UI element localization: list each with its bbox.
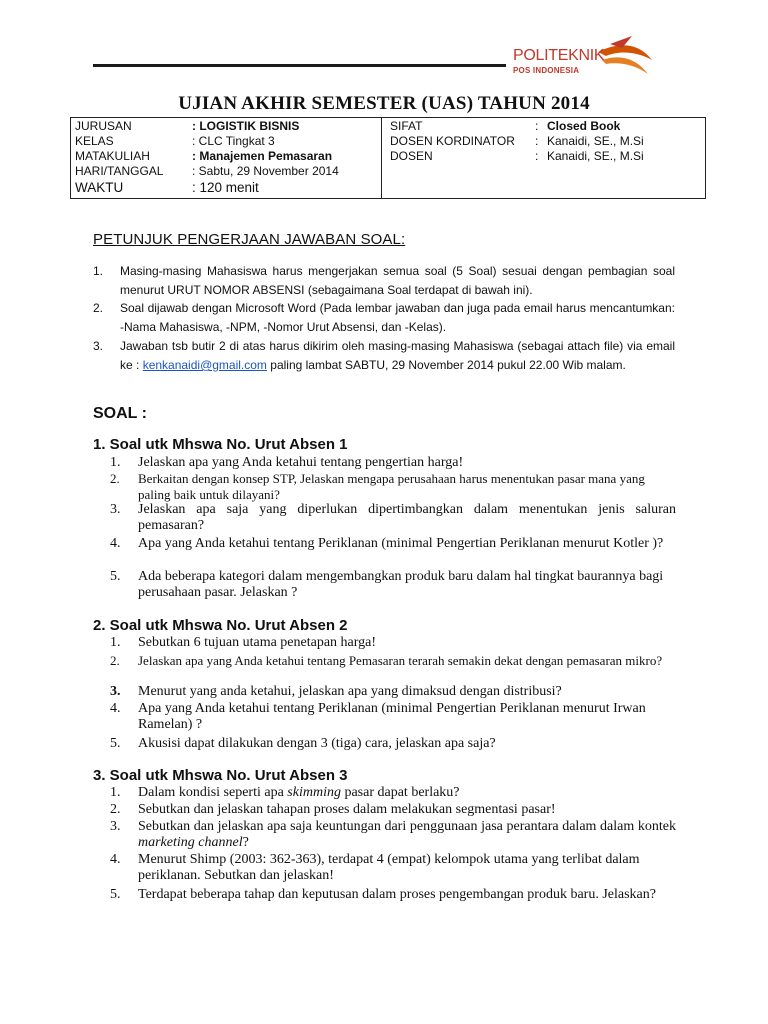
- info-label-matakuliah: MATAKULIAH: [75, 149, 150, 163]
- question-text: Sebutkan 6 tujuan utama penetapan harga!: [138, 635, 377, 650]
- question-item: [110, 684, 676, 700]
- info-sep-sifat: :: [535, 119, 539, 133]
- question-number: 5.: [110, 887, 121, 902]
- question-text-part: Sebutkan dan jelaskan apa saja keuntungan dari penggunaan jasa perantara dalam dalam kontek: [138, 819, 676, 834]
- soal-heading: SOAL :: [93, 405, 147, 422]
- instruction-text: Masing-masing Mahasiswa harus mengerjakan semua soal (5 Soal) sesuai dengan pembagian soal menurut URUT NOMOR ABSENSI (sebagaimana Soal terdapat di bawah ini).: [120, 264, 675, 297]
- question-text: Menurut yang anda ketahui, jelaskan apa yang dimaksud dengan distribusi?: [138, 684, 562, 699]
- logo-subtext: POS INDONESIA: [513, 66, 580, 75]
- question-item: [110, 819, 676, 851]
- question-number: 2.: [110, 653, 120, 668]
- instruction-time: pukul 22.00: [497, 358, 560, 372]
- info-label-dosen-kordinator: DOSEN KORDINATOR: [390, 134, 515, 148]
- info-value-waktu: : 120 menit: [192, 180, 259, 195]
- question-text: Terdapat beberapa tahap dan keputusan dalam proses pengembangan produk baru. Jelaskan?: [138, 887, 656, 902]
- instruction-number: 3.: [93, 339, 104, 353]
- question-item: [110, 569, 676, 601]
- question-text: Menurut Shimp (2003: 362-363), terdapat 4 (empat) kelompok utama yang terlibat dalam periklanan. Sebutkan dan jelaskan!: [138, 852, 640, 883]
- instruction-date: 29 November 2014: [391, 358, 494, 372]
- instruction-number: 1.: [93, 264, 104, 278]
- question-item: [110, 736, 676, 752]
- question-text: Akusisi dapat dilakukan dengan 3 (tiga) cara, jelaskan apa saja?: [138, 736, 496, 751]
- info-value-dosen-kordinator: Kanaidi, SE., M.Si: [547, 134, 644, 148]
- instructions-heading: PETUNJUK PENGERJAAN JAWABAN SOAL:: [93, 231, 406, 248]
- info-label-jurusan: JURUSAN: [75, 119, 132, 133]
- question-item: [110, 852, 676, 884]
- info-value-dosen: Kanaidi, SE., M.Si: [547, 149, 644, 163]
- instruction-item: [93, 262, 675, 300]
- question-item: [110, 653, 676, 685]
- section-title: 3. Soal utk Mhswa No. Urut Absen 3: [93, 767, 348, 784]
- question-text: Ada beberapa kategori dalam mengembangkan produk baru dalam hal tingkat baurannya bagi perusahaan pasar. Jelaskan ?: [138, 569, 664, 600]
- question-number: 4.: [110, 701, 121, 716]
- question-number: 3.: [110, 502, 121, 517]
- info-sep-dosen-kordinator: :: [535, 134, 539, 148]
- question-number: 4.: [110, 852, 121, 867]
- question-text: [138, 785, 676, 801]
- question-item: [110, 785, 676, 801]
- question-item: [110, 502, 676, 534]
- instruction-text: Soal dijawab dengan Microsoft Word (Pada lembar jawaban dan juga pada email harus mencantumkan: -Nama Mahasiswa, -NPM, -Nomor Urut Absensi, dan -Kelas).: [120, 301, 675, 334]
- info-table-divider: [381, 117, 382, 199]
- question-text: Apa yang Anda ketahui tentang Periklanan (minimal Pengertian Periklanan menurut Irwan Ramelan) ?: [138, 701, 646, 732]
- question-item: [110, 635, 676, 651]
- question-text: Berkaitan dengan konsep STP, Jelaskan mengapa perusahaan harus menentukan pasar mana yang paling baik untuk dilayani?: [138, 471, 645, 502]
- question-italic-term: marketing channel: [138, 835, 243, 850]
- question-text: Sebutkan dan jelaskan tahapan proses dalam melakukan segmentasi pasar!: [138, 802, 556, 817]
- question-number: 3.: [110, 684, 121, 699]
- question-number: 2.: [110, 802, 121, 817]
- email-link[interactable]: kenkanaidi@gmail.com: [142, 358, 267, 372]
- question-item: [110, 701, 676, 733]
- info-label-dosen: DOSEN: [390, 149, 433, 163]
- header-rule: [93, 64, 506, 67]
- question-italic-term: skimming: [287, 785, 341, 800]
- question-number: 4.: [110, 536, 121, 551]
- info-label-waktu: WAKTU: [75, 180, 124, 195]
- question-number: 1.: [110, 635, 121, 650]
- section-title: 1. Soal utk Mhswa No. Urut Absen 1: [93, 436, 348, 453]
- logo-text: POLITEKNIK: [513, 47, 605, 64]
- info-value-kelas: : CLC Tingkat 3: [192, 134, 275, 148]
- question-number: 1.: [110, 785, 121, 800]
- info-value-hari-tanggal: : Sabtu, 29 November 2014: [192, 164, 339, 178]
- instruction-text-part: paling lambat SABTU,: [270, 358, 389, 372]
- question-text: Apa yang Anda ketahui tentang Periklanan (minimal Pengertian Periklanan menurut Kotler )?: [138, 536, 664, 551]
- question-number: 3.: [110, 819, 121, 834]
- info-label-kelas: KELAS: [75, 134, 114, 148]
- question-text: [138, 819, 676, 851]
- question-text-part: ?: [242, 835, 249, 850]
- instruction-item: [93, 337, 675, 394]
- info-label-hari-tanggal: HARI/TANGGAL: [75, 164, 164, 178]
- question-text: Jelaskan apa saja yang diperlukan dipertimbangkan dalam menentukan jenis saluran pemasaran?: [138, 502, 676, 533]
- page-title: UJIAN AKHIR SEMESTER (UAS) TAHUN 2014: [178, 93, 590, 114]
- info-label-sifat: SIFAT: [390, 119, 423, 133]
- section-title: 2. Soal utk Mhswa No. Urut Absen 2: [93, 617, 348, 634]
- info-sep-dosen: :: [535, 149, 539, 163]
- instruction-text-part: Wib malam.: [562, 358, 626, 372]
- question-number: 5.: [110, 569, 121, 584]
- question-text: Jelaskan apa yang Anda ketahui tentang pengertian harga!: [138, 455, 464, 470]
- question-text: Jelaskan apa yang Anda ketahui tentang Pemasaran terarah semakin dekat dengan pemasaran mikro?: [138, 653, 663, 668]
- instruction-item: [93, 299, 675, 337]
- question-number: 1.: [110, 455, 121, 470]
- info-value-jurusan: : LOGISTIK BISNIS: [192, 119, 300, 133]
- info-value-sifat: Closed Book: [547, 119, 621, 133]
- instruction-text-part: Jawaban tsb butir 2 di atas harus dikirim oleh masing-masing Mahasiswa (sebagai attach file) via email ke :: [120, 339, 675, 372]
- question-item: [110, 471, 676, 503]
- question-text-part: Dalam kondisi seperti apa: [138, 785, 284, 800]
- question-number: 5.: [110, 736, 121, 751]
- question-item: [110, 455, 676, 471]
- question-text-part: pasar dapat berlaku?: [344, 785, 460, 800]
- question-item: [110, 885, 676, 925]
- instruction-number: 2.: [93, 301, 104, 315]
- question-item: [110, 802, 676, 818]
- instruction-text: [120, 337, 675, 375]
- question-item: [110, 536, 676, 568]
- question-number: 2.: [110, 471, 120, 486]
- info-value-matakuliah: : Manajemen Pemasaran: [192, 149, 333, 163]
